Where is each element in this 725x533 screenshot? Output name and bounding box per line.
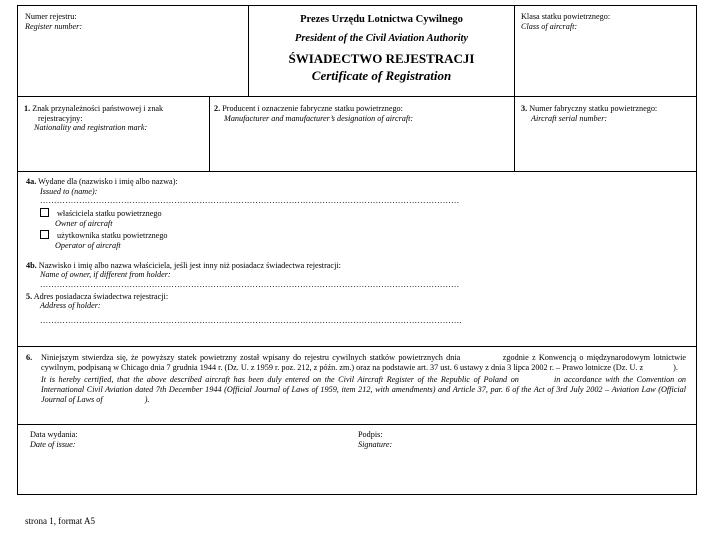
holder-section [26, 177, 691, 326]
registration-mark-label-en: Nationality and registration mark: [34, 123, 148, 133]
registration-mark-field[interactable] [24, 104, 244, 133]
field-number: 2. [214, 104, 221, 113]
manufacturer-field[interactable] [214, 104, 512, 123]
divider [18, 96, 696, 97]
holder-address-input-line[interactable]: ……………………………………………………………………………………………………………………………………. [40, 316, 462, 326]
statement-en-part-1: It is hereby certified, that the above described aircraft has been duly entered on the Civil Aircraft Register of the Republic of Poland on [41, 375, 519, 385]
signature-field[interactable] [358, 430, 558, 449]
statement-en-part-2: in accordance with the Convention on International Civil Aviation dated 7th December 1944 (Official Journal of Laws of 1959, item 212, with amendments) and Article 37, par. 6 of the Act of 3rd July 2002 – Aviation Law (Official Journal of Laws of [41, 375, 687, 404]
field-number: 3. [521, 104, 528, 113]
field-number: 6. [26, 353, 33, 362]
field-number: 4a. [26, 177, 37, 186]
field-number: 5. [26, 291, 33, 301]
register-number-label-pl: Numer rejestru: [25, 12, 77, 21]
field-number: 4b. [26, 260, 37, 270]
manufacturer-label-pl: Producent i oznaczenie fabryczne statku powietrznego: [222, 104, 403, 113]
manufacturer-label-en: Manufacturer and manufacturer’s designation of aircraft: [224, 113, 414, 123]
statement-pl [41, 353, 686, 372]
statement-pl-part-2: zgodnie z Konwencją o międzynarodowym lotnictwie cywilnym, podpisaną w Chicago dnia 7 grudnia 1944 r. (Dz. U. z 1959 r. poz. 212, z późn. zm.) oraz na podstawie art. 37 ust. 6 ustawy z dnia 3 lipca 2002 r. – Prawo lotnicze (Dz. U. z [41, 353, 686, 372]
certification-statement [26, 353, 686, 404]
serial-number-field[interactable] [521, 104, 696, 123]
owner-label-en: Owner of aircraft [55, 218, 113, 228]
field-number: 1. [24, 104, 31, 113]
registration-mark-label-pl: Znak przynależności państwowej i znak [32, 104, 164, 113]
aircraft-class-field[interactable] [521, 12, 691, 31]
register-number-label-en: Register number: [25, 21, 83, 31]
signature-label-pl: Podpis: [358, 430, 383, 439]
certificate-title-pl: ŚWIADECTWO REJESTRACJI [288, 50, 475, 66]
owner-option[interactable] [26, 208, 691, 219]
registration-mark-label-pl-2: rejestracyjny: [38, 113, 83, 123]
operator-checkbox[interactable] [40, 230, 49, 239]
signature-label-en: Signature: [358, 439, 393, 449]
issue-date-field[interactable] [30, 430, 230, 449]
owner-name-label-en: Name of owner, if different from holder: [40, 270, 171, 280]
operator-label-pl: użytkownika statku powietrznego [57, 231, 168, 241]
statement-pl-part-1: Niniejszym stwierdza się, że powyższy statek powietrzny został wpisany do rejestru cywilnych statków powietrznych dnia [41, 353, 461, 362]
operator-option[interactable] [26, 230, 691, 241]
divider [209, 96, 210, 171]
header-title-block [249, 14, 514, 83]
statement-en-part-3: ). [144, 394, 150, 404]
statement-en [41, 375, 686, 404]
authority-title-en: President of the Civil Aviation Authority [294, 33, 469, 45]
serial-number-label-en: Aircraft serial number: [531, 113, 608, 123]
owner-label-pl: właściciela statku powietrznego [57, 209, 162, 219]
aircraft-class-label-en: Class of aircraft: [521, 21, 578, 31]
issue-date-label-en: Date of issue: [30, 439, 76, 449]
serial-number-label-pl: Numer fabryczny statku powietrznego: [529, 104, 658, 113]
owner-name-input-line[interactable]: …………………………………………………………………………………………………………………………………… [40, 280, 460, 290]
issue-date-label-pl: Data wydania: [30, 430, 78, 439]
certificate-form [17, 5, 697, 495]
divider [514, 6, 515, 171]
aircraft-class-label-pl: Klasa statku powietrznego: [521, 12, 611, 21]
owner-name-label-pl: Nazwisko i imię albo nazwa właściciela, jeśli jest inny niż posiadacz świadectwa rejestracji: [38, 260, 341, 270]
page-footer: strona 1, format A5 [25, 516, 95, 526]
register-number-field[interactable] [25, 12, 195, 31]
certificate-title-en: Certificate of Registration [311, 68, 452, 84]
divider [18, 171, 696, 172]
holder-address-label-en: Address of holder: [40, 301, 101, 311]
divider [18, 424, 696, 425]
issued-to-label-pl: Wydane dla (nazwisko i imię albo nazwa): [38, 177, 178, 186]
issued-to-input-line[interactable]: …………………………………………………………………………………………………………………………………… [40, 196, 460, 206]
statement-pl-part-3: ). [673, 362, 678, 372]
authority-title-pl: Prezes Urzędu Lotnictwa Cywilnego [300, 14, 463, 25]
operator-label-en: Operator of aircraft [55, 241, 121, 251]
holder-address-label-pl: Adres posiadacza świadectwa rejestracji: [33, 291, 169, 301]
owner-checkbox[interactable] [40, 208, 49, 217]
issued-to-label-en: Issued to (name): [40, 186, 98, 196]
divider [18, 346, 696, 347]
